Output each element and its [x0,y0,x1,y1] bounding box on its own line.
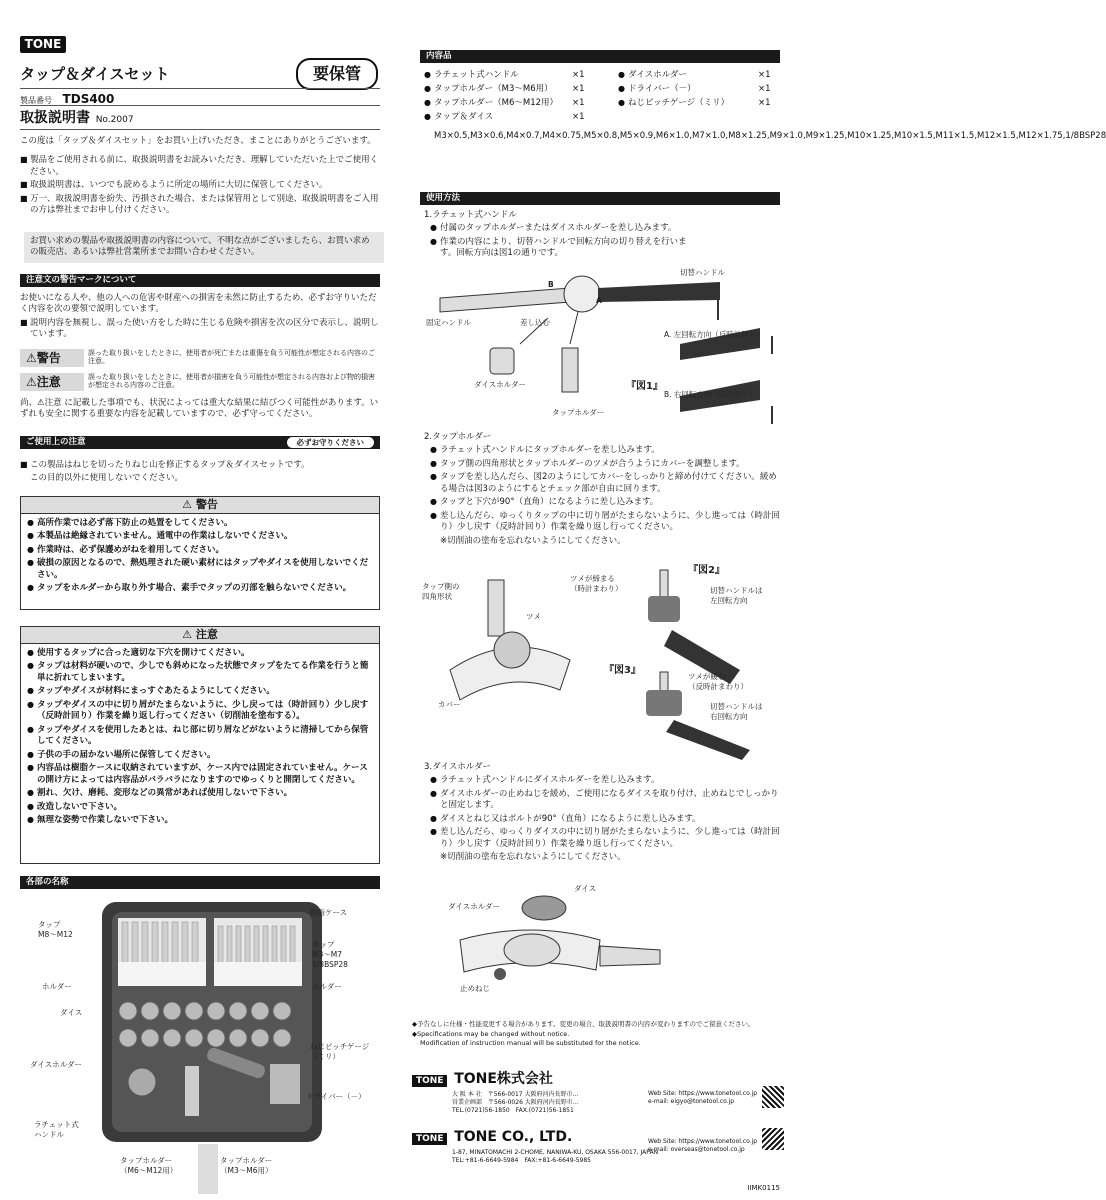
label-tap-m8: タップ M8〜M12 [38,920,73,940]
usage-s2-item: ● ラチェット式ハンドルにタップホルダーを差し込みます。 [430,445,780,456]
caution-mark-text: 誤った取り扱いをしたときに、使用者が損害を負う可能性が想定される内容および物的損害が想定される内容のご注意。 [88,373,375,390]
label-holder-right: ホルダー [312,982,342,991]
footer-notices [412,1020,782,1049]
qr-code-icon [762,1128,784,1150]
contents-row [424,112,780,126]
label-fig1-a: A [596,296,602,305]
model-label: 製品番号 [20,96,52,105]
label-fig2-cover: カバー [438,700,461,709]
label-tap-m3: タップ M3〜M7 1/8BSP28 [312,940,348,970]
label-fig1-insert: 差し込む [520,318,550,327]
web-jp-block [648,1090,757,1107]
usage-notes-line1: ■ この製品はねじを切ったりねじ山を修正するタップ＆ダイスセットです。 [20,460,380,471]
caution-box-title: ⚠ 注意 [21,627,379,644]
email-en: e-mail: overseas@tonetool.co.jp [648,1146,745,1154]
usage-s3-note: ※切削油の塗布を忘れないようにしてください。 [440,852,626,863]
contents-item: ● タップ＆ダイス [424,112,493,123]
tone-logo-small: TONE [412,1075,447,1087]
label-fig1-die-holder: ダイスホルダー [474,380,526,389]
label-die-holder: ダイスホルダー [30,1060,82,1069]
caution-item: ● タップやダイスを使用したあとは、ねじ部に切り屑などがないように清掃してから保管してください。 [27,725,373,748]
usage-s2-item: ● タップと下穴が90°（直角）になるように差し込みます。 [430,497,780,508]
manual-title-row [20,109,134,128]
usage-s3-item: ● ダイスとねじ又はボルトが90°（直角）になるように差し込みます。 [430,814,780,825]
manual-number: No.2007 [95,115,134,125]
section-header-usage: 使用方法 [420,192,780,205]
caution-box-body [21,644,379,833]
divider [20,105,380,106]
warning-marks-desc [20,293,380,343]
divider [20,129,380,130]
contents-sizes: M3×0.5,M3×0.6,M4×0.7,M4×0.75,M5×0.8,M5×0.9,M6×1.0,M7×1.0,M8×1.25,M9×1.0,M9×1.25,M10×1.25,M10×1.5,M11×1.5,M12×1.5,M12×1.75,1/8BSP28 [434,131,1106,141]
label-fig1-a-dir: A. 左回転方向（反時計回り） [664,330,764,339]
contents-row [424,98,780,112]
label-fig4-set-screw: 止めねじ [460,984,490,993]
contents-qty: ×1 [758,98,771,108]
contents-qty: ×1 [758,70,771,80]
warning-item: ● 本製品は絶縁されていません。通電中の作業はしないでください。 [27,531,373,542]
caution-item: ● タップは材料が硬いので、少しでも斜めになった状態でタップをたてる作業を行うと簡単に折れてしまいます。 [27,661,373,684]
usage-s2 [424,432,780,549]
label-fig4-die: ダイス [574,884,597,893]
intro [20,136,380,219]
parts-figure [20,896,380,1196]
warning-box [20,496,380,610]
caution-item: ● タップやダイスが材料にまっすぐあたるようにしてください。 [27,686,373,697]
contents-item: ● ねじピッチゲージ（ミリ） [618,98,729,109]
warning-triangle-icon: ⚠ [26,351,37,365]
keikoku-row [20,349,380,367]
label-fig2-square: タップ側の 四角形状 [422,582,460,602]
usage-s2-note: ※切削油の塗布を忘れないようにしてください。 [440,535,626,546]
address-jp-1: 大 阪 本 社 〒566-0017 大阪府河内長野市… [452,1090,579,1098]
warning-item: ● タップをホルダーから取り外す場合、素手でタップの刃部を触らないでください。 [27,583,373,594]
section-header-usage-notes: ご使用上の注意 必ずお守りください [20,436,380,449]
warning-mark-text: 誤った取り扱いをしたときに、使用者が死亡または重傷を負う可能性が想定される内容のご注意。 [88,349,375,366]
caution-label: ⚠注意 [20,373,84,391]
company-jp [412,1070,782,1115]
usage-notes-line2: この目的以外に使用しないでください。 [30,473,184,484]
intro-note: ■ 万一、取扱説明書を紛失、汚損された場合、または保管用として別途、取扱説明書をご入用の方は弊社までお申し付けください。 [20,194,380,217]
usage-notes [20,460,380,487]
label-fig2-left-rot: 切替ハンドルは 左回転方向 [710,586,763,606]
qr-code-icon [762,1086,784,1108]
contents-list [424,70,1106,144]
warning-marks-footer: 尚、⚠注意 に記載した事項でも、状況によっては重大な結果に結びつく可能性があります。いずれも安全に関する重要な内容を記載していますので、必ず守ってください。 [20,398,379,420]
contents-qty: ×1 [572,98,585,108]
contents-row [424,70,780,84]
contents-qty: ×1 [572,70,585,80]
doc-code: IIMK0115 [747,1184,780,1192]
label-fig1-tap-holder: タップホルダー [552,408,605,417]
usage-s3-title: 3.ダイスホルダー [424,762,492,772]
warning-item: ● 作業時は、必ず保護めがねを着用してください。 [27,545,373,556]
intro-note: ■ 製品をご使用される前に、取扱説明書をお読みいただき、理解していただいた上でご使用ください。 [20,155,380,178]
company-name-en: TONE CO., LTD. [454,1129,573,1145]
section-header-parts: 各部の名称 [20,876,380,889]
figure-2-3 [420,560,780,760]
web-en: Web Site: https://www.tonetool.co.jp [648,1138,758,1145]
divider [20,88,380,89]
usage-s1-item: ● 付属のタップホルダーまたはダイスホルダーを差し込みます。 [430,223,780,234]
web-en-block [648,1138,757,1155]
usage-s2-item: ● 差し込んだら、ゆっくりタップの中に切り屑がたまらないように、少し進っては（時計回り）少し戻す（反時計回り）作業を繰り返し行ってください。 [430,511,780,534]
tone-logo-small: TONE [412,1133,447,1145]
usage-s2-item: ● タップ側の四角形状とタップホルダーのツメが合うようにカバーを調整します。 [430,459,780,470]
tel-en: TEL:+81-6-6649-5984 FAX:+81-6-6649-5985 [452,1156,591,1164]
label-fig1-b-dir: B. 右回転方向（時計回り） [664,390,757,399]
model-number: TDS400 [62,92,115,106]
usage-s3 [424,762,780,866]
section-header-contents: 内容品 [420,50,780,63]
caution-item: ● 子供の手の届かない場所に保管してください。 [27,750,373,761]
warning-item: ● 高所作業では必ず落下防止の処置をしてください。 [27,518,373,529]
die-holder-illustration [420,880,780,1000]
ratchet-handle-illustration [420,268,780,430]
usage-s1 [424,210,780,262]
caution-item: ● 使用するタップに合った適切な下穴を開けてください。 [27,648,373,659]
address-en: 1-87, MINATOMACHI 2-CHOME, NANIWA-KU, OSAKA 556-0017, JAPAN [452,1148,659,1156]
contents-qty: ×1 [572,112,585,122]
notice-jp: ◆予告なしに仕様・性能変更する場合があります。変更の場合、取扱説明書の内容が変わりますのでご留意ください。 [412,1020,755,1028]
label-fig2-tighten: ツメが締まる （時計まわり） [570,574,623,594]
figure-4 [420,880,780,1000]
warning-marks-desc2: ■ 説明内容を無視し、誤った使い方をした時に生じる危険や損害を次の区分で表示し、説明しています。 [20,318,380,341]
warning-box-body [21,514,379,601]
web-jp: Web Site: https://www.tonetool.co.jp [648,1090,758,1097]
chui-row [20,373,380,391]
contact-box: お買い求めの製品や取扱説明書の内容について、不明な点がございましたら、お買い求めの販売店、あるいは弊社営業所までお問い合わせください。 [24,232,384,263]
label-fig2-claw: ツメ [526,612,541,621]
section-header-warning-marks: 注意文の警告マークについて [20,274,380,287]
label-fig3-right-rot: 切替ハンドルは 右回転方向 [710,702,763,722]
contents-qty: ×1 [572,84,585,94]
usage-s2-title: 2.タップホルダー [424,432,492,442]
usage-s3-item: ● ダイスホルダーの止めねじを緩め、ご使用になるダイスを取り付け、止めねじでしっかりと固定します。 [430,789,780,812]
label-ratchet: ラチェット式 ハンドル [34,1120,79,1140]
contents-qty: ×1 [758,84,771,94]
must-badge: 必ずお守りください [287,437,375,448]
usage-s2-item: ● タップを差し込んだら、図2のようにしてカバーをしっかりと締め付けてください。緩める場合は図3のようにするとチェック部が自由に回ります。 [430,472,780,495]
label-dies: ダイス [60,1008,83,1017]
label-fig1-switch: 切替ハンドル [680,268,725,277]
product-title: タップ＆ダイスセット [20,65,170,83]
contents-item: ● ダイスホルダー [618,70,687,81]
warning-box-title: ⚠ 警告 [21,497,379,514]
company-en [412,1128,782,1165]
label-fig1-title: 『図1』 [626,381,663,392]
contents-item: ● タップホルダー（M3〜M6用） [424,84,553,95]
contents-row [424,84,780,98]
caution-item: ● 改造しないで下さい。 [27,802,373,813]
storage-badge: 要保管 [296,58,378,90]
caution-box [20,626,380,864]
figure-1 [420,268,780,430]
caution-triangle-icon: ⚠ [26,375,37,389]
caution-item: ● 内容品は樹脂ケースに収納されていますが、ケース内では固定されていません。ケースの開け方によっては内容品がバラバラになりますのでゆっくりと開閉してください。 [27,763,373,786]
label-fig3-loosen: ツメが緩む （反時計まわり） [688,672,748,692]
label-pitch-gauge: ねじピッチゲージ （ミリ） [310,1042,370,1062]
caution-item: ● 割れ、欠け、磨耗、変形などの異常があれば使用しないで下さい。 [27,788,373,799]
contents-item: ● タップホルダー（M6〜M12用） [424,98,558,109]
intro-thanks: この度は「タップ＆ダイスセット」をお買い上げいただき、まことにありがとうございます。 [20,136,376,146]
notice-en-1: ◆Specifications may be changed without notice. [412,1030,570,1039]
contents-item: ● ドライバー（－） [618,84,696,95]
warning-item: ● 破損の原因となるので、熱処理された硬い素材にはタップやダイスを使用しないでください。 [27,558,373,581]
label-fig1-b: B [548,280,554,289]
usage-s1-item: ● 作業の内容により、切替ハンドルで回転方向の切り替えを行います。回転方向は図1の通りです。 [430,237,690,260]
label-driver: ドライバー（－） [306,1092,366,1101]
label-fig2-title: 『図2』 [688,565,725,576]
usage-s3-item: ● ラチェット式ハンドルにダイスホルダーを差し込みます。 [430,775,780,786]
label-fig1-fixed: 固定ハンドル [426,318,471,327]
notice-en-2: Modification of instruction manual will be substituted for the notice. [420,1038,641,1047]
label-fig4-die-holder: ダイスホルダー [448,902,500,911]
company-name-jp: TONE株式会社 [454,1071,553,1087]
label-fig3-title: 『図3』 [604,665,641,676]
label-tap-holder-b: タップホルダー （M3〜M6用） [220,1156,273,1176]
caution-item: ● 無理な姿勢で作業しないで下さい。 [27,815,373,826]
manual-title: 取扱説明書 [20,110,90,126]
label-case: 樹脂ケース [310,908,348,917]
tel-jp: TEL.(0721)56-1850 FAX.(0721)56-1851 [452,1107,574,1115]
label-tap-holder-a: タップホルダー （M6〜M12用） [120,1156,178,1176]
caution-item: ● タップやダイスの中に切り屑がたまらないように、少し戻っては（時計回り）少し戻す（反時計回り）作業を繰り返し行ってください（切削油を塗布する）。 [27,700,373,723]
intro-note: ■ 取扱説明書は、いつでも読めるように所定の場所に大切に保管してください。 [20,180,380,191]
warning-marks-desc1: お使いになる人や、他の人への危害や財産への損害を未然に防止するため、必ずお守りいただく内容を次の要領で説明しています。 [20,293,377,315]
usage-s3-item: ● 差し込んだら、ゆっくりダイスの中に切り屑がたまらないように、少し進っては（時計回り）少し戻す（反時計回り）作業を繰り返し行ってください。 [430,827,780,850]
warning-label: ⚠警告 [20,349,84,367]
tone-logo: TONE [20,36,66,53]
address-jp-2: 営業企画部 〒566-0026 大阪府河内長野市… [452,1098,579,1106]
usage-s1-title: 1.ラチェット式ハンドル [424,210,517,220]
label-holder-left: ホルダー [42,982,72,991]
contents-item: ● ラチェット式ハンドル [424,70,519,81]
email-jp: e-mail: eigyo@tonetool.co.jp [648,1098,735,1106]
